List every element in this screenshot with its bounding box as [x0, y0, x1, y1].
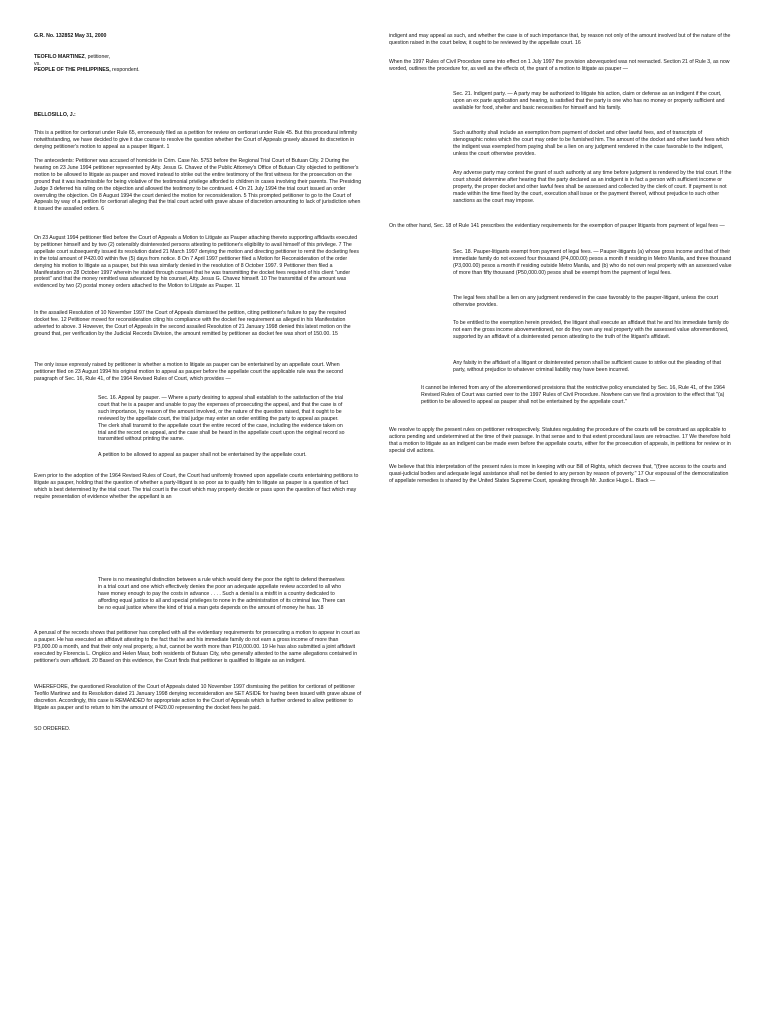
block-quote: Any adverse party may contest the grant of such authority at any time before judgment is rendered by the trial court. If the court should determine after hearing that the party declared as an indigent is in fact a person with sufficient income or property, the proper docket and other lawful fees shall be assessed and collected by the clerk of court. If payment is not made within the time fixed by the court, execution shall issue or the payment thereof, without prejudice to such other sanctions as the court may impose. — [453, 170, 732, 204]
respondent-line — [34, 67, 362, 74]
paragraph: This is a petition for certiorari under Rule 65, erroneously filed as a petition for review on certiorari under Rule 45. But this procedural infirmity notwithstanding, we have decided to give it due course to resolve the question whether the Court of Appeals gravely abused its discretion in denying petitioner's motion to appeal as a pauper litigant. 1 — [34, 130, 358, 150]
block-quote: There is no meaningful distinction between a rule which would deny the poor the right to defend themselves in a trial court and one which effectively denies the poor an adequate appellate review accorded to all who have money enough to pay the costs in advance . . . . Such a denial is a misfit in a country dedicated to affording equal justice to all and special privileges to none in the administration of its criminal law. There can be no equal justice where the kind of trial a man gets depends on the amount of money he has. 18 — [98, 577, 346, 611]
petitioner-line — [34, 54, 362, 61]
block-quote: Sec. 16. Appeal by pauper. — Where a party desiring to appeal shall establish to the satisfaction of the trial court that he is a pauper and unable to pay the expenses of prosecuting the appeal, and that the case is of such importance, by reason of the amount involved, or the nature of the question raised, that it ought to be reviewed by the appellate court, the trial judge may enter an order entitling the party to appeal as pauper. The clerk shall transmit to the appellate court the entire record of the case, including the evidence taken on trial and the record on appeal, and the case shall be heard in the appellate court upon the original record so transmitted without printing the same. — [98, 395, 345, 443]
case-number: G.R. No. 132852 May 31, 2000 — [34, 33, 107, 39]
paragraph: When the 1997 Rules of Civil Procedure came into effect on 1 July 1997 the provision abovequoted was not reenacted. Section 21 of Rule 3, as now worded, outlines the procedure for, as well as the effects of, the grant of a motion to litigate as pauper — — [389, 59, 730, 72]
respondent-role: respondent. — [110, 67, 140, 73]
paragraph: The only issue expressly raised by petitioner is whether a motion to litigate as pauper can be entertained by an appellate court. When petitioner filed on 23 August 1994 his original motion to appeal as pauper before the appellate court the applicable rule was the second paragraph of Sec. 16, Rule 41, of the 1964 Revised Rules of Court, which provides — — [34, 362, 343, 382]
block-quote: Any falsity in the affidavit of a litigant or disinterested person shall be sufficient cause to strike out the pleading of that party, without prejudice to whatever criminal liability may have been incurred. — [453, 360, 721, 373]
block-quote: It cannot be inferred from any of the aforementioned provisions that the restrictive policy enunciated by Sec. 16, Rule 41, of the 1964 Revised Rules of Court was carried over to the 1997 Rules of Civil Procedure. Nowhere can we find a provision to the effect that "(a) petition to be allowed to appeal as pauper shall not be entertained by the appellate court." — [421, 385, 725, 405]
block-quote: Sec. 18. Pauper-litigants exempt from payment of legal fees. — Pauper-litigants (a) whose gross income and that of their immediate family do not exceed four thousand (P4,000.00) pesos a month if residing in Metro Manila, and three thousand (P3,000.00) pesos a month if residing outside Metro Manila, and (b) who do not own real property with an assessed value of more than fifty thousand (P50,000.00) pesos shall be exempt from the payment of legal fees. — [453, 249, 732, 276]
block-quote: Sec. 21. Indigent party. — A party may be authorized to litigate his action, claim or defense as an indigent if the court, upon an ex parte application and hearing, is satisfied that the party is one who has no money or property sufficient and available for food, shelter and basic necessities for himself and his family. — [453, 91, 725, 111]
paragraph: In the assailed Resolution of 10 November 1997 the Court of Appeals dismissed the petition, citing petitioner's failure to pay the required docket fee. 12 Petitioner moved for reconsideration citing his compliance with the docket fee requirement as alleged in his Manifestation adverted to above. 3 However, the Court of Appeals in the second assailed Resolution of 21 January 1998 denied this latest motion on the ground that, per verification by the Judicial Records Division, the amount remitted by petitioner as docket fee was short of 150.00. 15 — [34, 310, 351, 337]
block-quote: A petition to be allowed to appeal as pauper shall not be entertained by the appellate court. — [98, 452, 307, 458]
paragraph: On the other hand, Sec. 18 of Rule 141 prescribes the evidentiary requirements for the exemption of pauper litigants from payment of legal fees — — [389, 223, 725, 229]
petitioner-name: TEOFILO MARTINEZ — [34, 54, 85, 60]
paragraph: indigent and may appeal as such, and whether the case is of such importance that, by reason not only of the amount involved but of the nature of the question raised in the court below, it ought to be reviewed by the appellate court. 16 — [389, 33, 731, 46]
paragraph: We resolve to apply the present rules on petitioner retrospectively. Statutes regulating the procedure of the courts will be construed as applicable to actions pending and undetermined at the time of their passage. In that sense and to that extent procedural laws are retroactive. 17 We therefore hold that a motion to litigate as an indigent can be made even before the appellate courts, either for the prosecution of appeals, in petitions for review or in special civil actions. — [389, 427, 731, 454]
paragraph: SO ORDERED. — [34, 726, 71, 732]
ponente: BELLOSILLO, J.: — [34, 112, 76, 118]
paragraph: We believe that this interpretation of the present rules is more in keeping with our Bill of Rights, which decrees that, "(f)ree access to the courts and quasi-judicial bodies and adequate legal assistance shall not be denied to any person by reason of poverty." 17 Our espousal of the democratization of appellate remedies is shared by the United States Supreme Court, speaking through Mr. Justice Hugo L. Black — — [389, 464, 729, 484]
block-quote: To be entitled to the exemption herein provided, the litigant shall execute an affidavit that he and his immediate family do not earn the gross income abovementioned, nor do they own any real property with the assessed value aforementioned, supported by an affidavit of a disinterested person attesting to the truth of the litigant's affidavit. — [453, 320, 729, 340]
block-quote: Such authority shall include an exemption from payment of docket and other lawful fees, and of transcripts of stenographic notes which the court may order to be furnished him. The amount of the docket and other lawful fees which the indigent was exempted from paying shall be a lien on any judgment rendered in the case favorable to the indigent, unless the court otherwise provides. — [453, 130, 730, 157]
paragraph: Even prior to the adoption of the 1964 Revised Rules of Court, the Court had uniformly frowned upon appellate courts entertaining petitions to litigate as pauper, holding that the question of whether a party-litigant is so poor as to qualify him to litigate as pauper is a question of fact which is best determined by the trial court. The trial court is the court which may properly decide or pass upon the question of fact which may require presentation of evidence whether the appellant is an — [34, 473, 359, 500]
block-quote: The legal fees shall be a lien on any judgment rendered in the case favorably to the pauper-litigant, unless the court otherwise provides. — [453, 295, 719, 308]
paragraph: On 23 August 1994 petitioner filed before the Court of Appeals a Motion to Litigate as Pauper attaching thereto supporting affidavits executed by petitioner himself and by two (2) ostensibly disinterested persons attesting to petitioner's eligibility to avail himself of this privilege. 7 The appellate court subsequently issued its resolution dated 21 March 1997 denying the motion and directing petitioner to remit the docketing fees in the total amount of P420.00 within five (5) days from notice. 8 On 7 April 1997 petitioner filed a Motion for Reconsideration of the order denying his motion to litigate as a pauper, but this was similarly denied in the resolution of 8 October 1997. 9 Petitioner then filed a Manifestation on 28 October 1997 wherein he stated through counsel that he was transmitting the docket fees required of his client "under protest" and that the money remitted was advanced by his counsel, Atty. Jesus G. Chavez himself. 10 The transmittal of the amount was evidenced by two (2) postal money orders attached to the Motion to Litigate as Pauper. 11 — [34, 235, 359, 290]
versus-line: vs. — [34, 61, 41, 67]
paragraph: WHEREFORE, the questioned Resolution of the Court of Appeals dated 10 November 1997 dismissing the petition for certiorari of petitioner Teofilo Martinez and its Resolution dated 21 January 1998 denying reconsideration are SET ASIDE for having been issued with grave abuse of discretion. Accordingly, this case is REMANDED for appropriate action to the Court of Appeals which is further ordered to allow petitioner to litigate as pauper and to return to him the amount of P420.00 representing the docket fees he paid. — [34, 684, 362, 711]
petitioner-role: , petitioner, — [84, 54, 111, 60]
paragraph: The antecedents: Petitioner was accused of homicide in Crim. Case No. 5753 before the Regional Trial Court of Butuan City. 2 During the hearing on 23 June 1994 petitioner represented by Atty. Jesus G. Chavez of the Public Attorney's Office of Butuan City objected to petitioner's motion to be allowed to litigate as pauper and moved instead to strike out the entire testimony of the first witness for the prosecution on the ground that it was inadmissible for being violative of the testimonial privilege afforded to children in cases involving their parents. The Presiding Judge 3 deferred his ruling on the objection and allowed the testimony to be continued. 4 On 21 July 1994 the trial court issued an order overruling the objection. On 8 August 1994 the court denied the motion for reconsideration. 5 This prompted petitioner to go to the Court of Appeals by way of a petition for certiorari alleging that the trial court acted with grave abuse of discretion amounting to lack of jurisdiction when it issued the assailed orders. 6 — [34, 158, 362, 213]
respondent-name: PEOPLE OF THE PHILIPPINES, — [34, 67, 111, 73]
paragraph: A perusal of the records shows that petitioner has complied with all the evidentiary requirements for prosecuting a motion to appear in court as a pauper. He has executed an affidavit attesting to the fact that he and his immediate family do not earn a gross income of more than P3,000.00 a month, and that their only real property, a hut, cannot be worth more than P10,000.00. 19 He has also submitted a joint affidavit executed by Florencia L. Ongkico and Helen Maur, both residents of Butuan City, who generally attested to the same allegations contained in petitioner's own affidavit. 20 Based on this evidence, the Court finds that petitioner is qualified to litigate as an indigent. — [34, 630, 360, 664]
